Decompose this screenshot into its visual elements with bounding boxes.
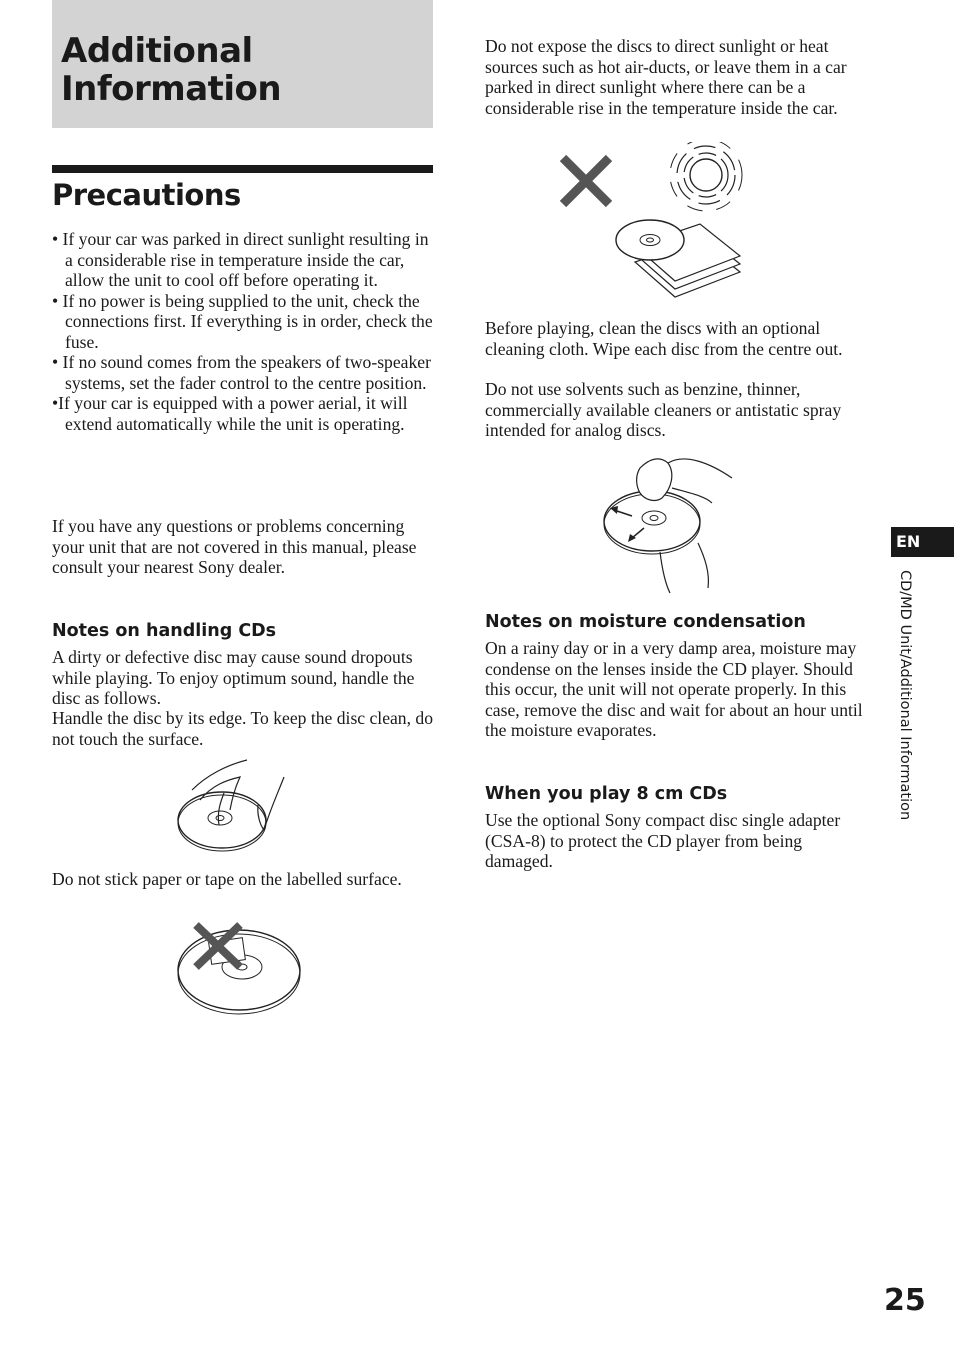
sunlight-paragraph: Do not expose the discs to direct sunlight or heat sources such as hot air-ducts, or leave them in a car parked in direct sunlight where there can be a considerable rise in the temperature inside the car. [485,36,847,118]
list-item: • If your car was parked in direct sunlight resulting in a considerable rise in temperature inside the car, allow the unit to cool off before operating it. [52,229,429,290]
disc-handling-illustration [172,755,292,855]
section-title-line1: Additional [61,31,253,71]
handling-heading: Notes on handling CDs [52,621,277,641]
eight-cm-paragraph: Use the optional Sony compact disc single adapter (CSA-8) to protect the CD player from being damaged. [485,810,841,871]
side-section-label: CD/MD Unit/Additional Information [897,570,913,821]
moisture-paragraph: On a rainy day or in a very damp area, moisture may condense on the lenses inside the CD player. Should this occur, the unit will not operate properly. In this case, remove the disc and wait for about an hour until the moisture evaporates. [485,638,863,740]
clean-paragraph-1: Before playing, clean the discs with an optional cleaning cloth. Wipe each disc from the centre out. [485,318,843,359]
heading-rule [52,165,433,173]
no-tape-illustration [172,915,307,1015]
section-header-box [52,0,433,128]
clean-paragraph-2: Do not use solvents such as benzine, thinner, commercially available cleaners or antistatic spray intended for analog discs. [485,379,842,440]
precautions-heading: Precautions [52,178,241,212]
section-title-line2: Information [61,69,282,109]
section-title [61,32,281,108]
list-item: •If your car is equipped with a power aerial, it will extend automatically while the unit is operating. [52,393,408,434]
list-item: • If no power is being supplied to the unit, check the connections first. If everything is in order, check the fuse. [52,290,433,352]
language-tab: EN [891,527,954,557]
sunlight-warning-illustration [555,142,755,302]
handling-paragraph-2: Handle the disc by its edge. To keep the disc clean, do not touch the surface. [52,708,433,749]
handling-paragraph-1: A dirty or defective disc may cause sound dropouts while playing. To enjoy optimum sound, handle the disc as follows. [52,647,415,708]
moisture-heading: Notes on moisture condensation [485,612,806,632]
questions-paragraph: If you have any questions or problems concerning your unit that are not covered in this manual, please consult your nearest Sony dealer. [52,516,417,577]
list-item: • If no sound comes from the speakers of two-speaker systems, set the fader control to the centre position. [52,352,431,393]
eight-cm-heading: When you play 8 cm CDs [485,784,728,804]
label-surface-paragraph: Do not stick paper or tape on the labelled surface. [52,869,402,889]
disc-cleaning-illustration [600,448,740,596]
page-number: 25 [884,1283,926,1318]
precautions-list [52,229,433,434]
